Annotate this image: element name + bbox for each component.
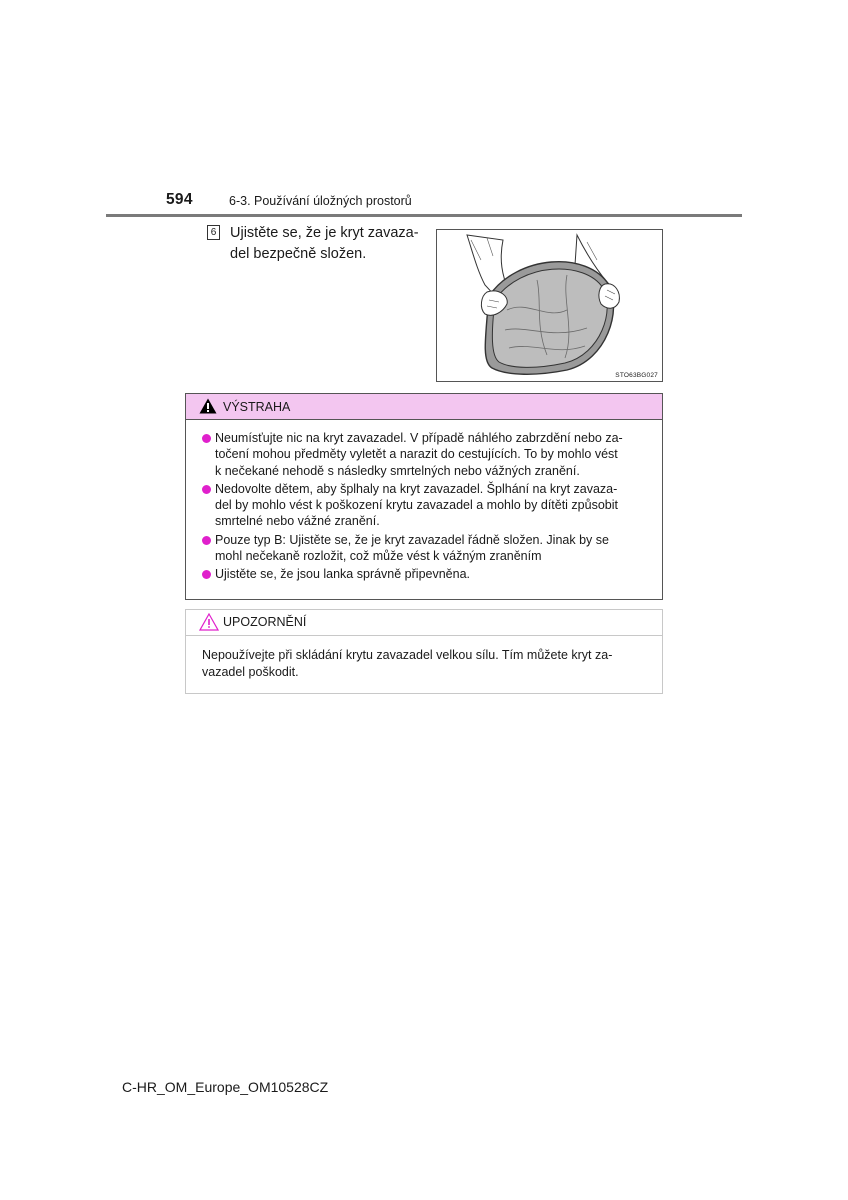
list-item	[202, 481, 658, 530]
cover-folding-figure	[436, 229, 663, 382]
warning-triangle-icon	[199, 398, 217, 414]
document-footer: C-HR_OM_Europe_OM10528CZ	[122, 1079, 329, 1095]
warning-title: VÝSTRAHA	[223, 400, 291, 414]
step-number-badge: 6	[207, 225, 220, 240]
caution-box	[185, 609, 663, 694]
step-line: Ujistěte se, že je kryt zavaza-	[230, 225, 419, 241]
list-item-line: mohl nečekaně rozložit, což může vést k vážným zraněním	[215, 549, 542, 564]
list-item	[202, 566, 658, 582]
header-divider	[106, 214, 742, 217]
caution-line: vazadel poškodit.	[202, 665, 299, 679]
section-title: 6-3. Používání úložných prostorů	[229, 194, 412, 208]
list-item-line: Nedovolte dětem, aby šplhaly na kryt zavazadel. Šplhání na kryt zavaza-	[215, 481, 618, 496]
caution-text	[202, 647, 654, 681]
list-item-line: smrtelné nebo vážné zranění.	[215, 514, 380, 529]
bullet-dot-icon	[202, 536, 211, 545]
step-line: del bezpečně složen.	[230, 246, 367, 262]
bullet-dot-icon	[202, 485, 211, 494]
list-item-line: del by mohlo vést k poškození krytu zavazadel a mohlo by dítěti způsobit	[215, 498, 618, 513]
list-item-line: Ujistěte se, že jsou lanka správně připevněna.	[215, 567, 471, 582]
bullet-dot-icon	[202, 570, 211, 579]
step-instruction	[230, 223, 428, 265]
list-item-line: k nečekané nehodě s následky smrtelných nebo vážných zranění.	[215, 463, 580, 478]
caution-triangle-icon	[199, 613, 219, 631]
caution-line: Nepoužívejte při skládání krytu zavazadel velkou sílu. Tím můžete kryt za-	[202, 648, 613, 662]
warning-header	[186, 394, 662, 420]
list-item	[202, 532, 658, 565]
warning-box	[185, 393, 663, 600]
caution-title: UPOZORNĚNÍ	[223, 615, 307, 629]
caution-header	[186, 610, 662, 636]
warning-list	[202, 430, 658, 585]
list-item-line: Pouze typ B: Ujistěte se, že je kryt zavazadel řádně složen. Jinak by se	[215, 532, 609, 547]
page-number: 594	[166, 191, 193, 208]
list-item	[202, 430, 658, 479]
bullet-dot-icon	[202, 434, 211, 443]
list-item-line: točení mohou předměty vyletět a narazit do cestujících. To by mohlo vést	[215, 447, 618, 462]
list-item-line: Neumísťujte nic na kryt zavazadel. V případě náhlého zabrzdění nebo za-	[215, 431, 623, 445]
folding-tonneau-cover-illustration	[437, 230, 662, 381]
figure-code: STO63BG027	[615, 372, 658, 379]
